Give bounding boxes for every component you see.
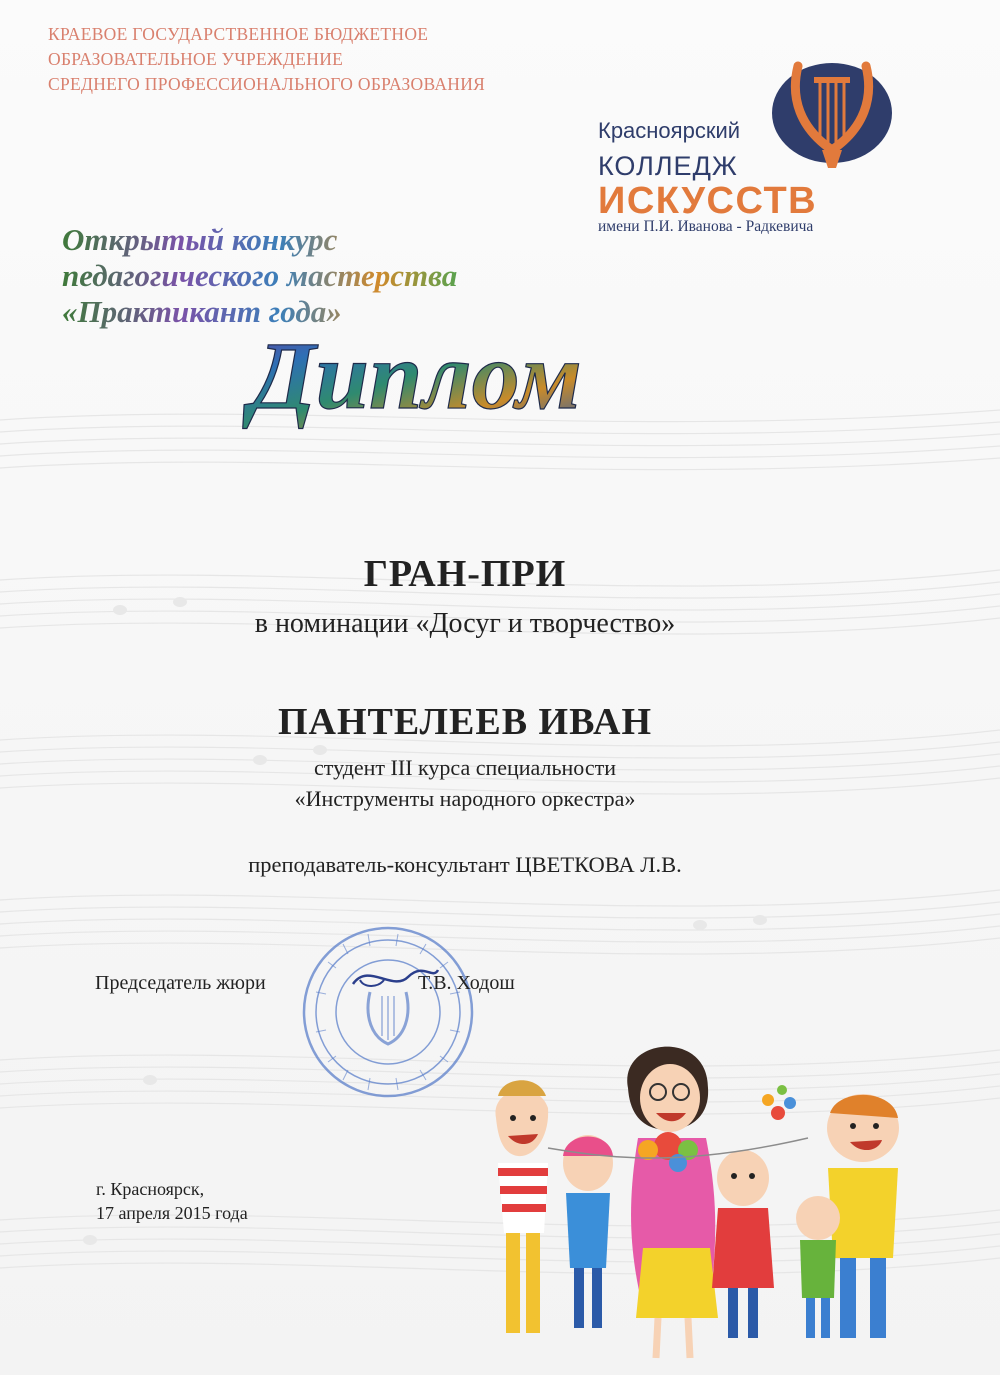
boy-center-figure — [563, 1135, 613, 1328]
contest-line-2: педагогического мастерства — [62, 258, 458, 293]
place-and-date — [96, 1177, 248, 1225]
official-stamp — [298, 922, 478, 1102]
boy-left-figure — [495, 1080, 548, 1333]
institution-line-1: КРАЕВОЕ ГОСУДАРСТВЕННОЕ БЮДЖЕТНОЕ — [48, 24, 429, 44]
contest-line-3: «Практикант года» — [62, 294, 457, 330]
jury-chair-name: Т.В. Ходош — [418, 972, 515, 994]
institution-line-3: СРЕДНЕГО ПРОФЕССИОНАЛЬНОГО ОБРАЗОВАНИЯ — [48, 74, 486, 94]
girl-center-figure — [712, 1150, 774, 1338]
grand-prix: ГРАН-ПРИ — [363, 553, 567, 595]
kid-small-figure — [796, 1196, 840, 1338]
city: г. Красноярск, — [96, 1179, 205, 1199]
lyre-icon — [770, 58, 900, 178]
logo-city: Красноярский — [598, 118, 741, 143]
nomination: в номинации «Досуг и творчество» — [254, 608, 676, 639]
recipient-name: ПАНТЕЛЕЕВ ИВАН — [277, 701, 653, 743]
logo-named-after: имени П.И. Иванова - Радкевича — [598, 218, 814, 235]
contest-title — [62, 222, 457, 330]
institution-line-2: ОБРАЗОВАТЕЛЬНОЕ УЧРЕЖДЕНИЕ — [48, 49, 344, 69]
contest-line-1: Открытый конкурс — [62, 222, 457, 258]
teacher-consultant: преподаватель-консультант ЦВЕТКОВА Л.В. — [248, 852, 682, 877]
logo-arts: ИСКУССТВ — [598, 180, 818, 222]
jury-chair-label: Председатель жюри — [95, 972, 266, 994]
diploma-title — [240, 318, 700, 438]
teacher-figure — [627, 1047, 718, 1358]
college-logo — [590, 58, 910, 243]
recipient-status: студент III курса специальности — [314, 755, 616, 780]
diploma-title-text: Диплом — [250, 322, 582, 429]
date: 17 апреля 2015 года — [96, 1203, 248, 1223]
children-illustration — [478, 1018, 948, 1363]
logo-college: КОЛЛЕДЖ — [598, 151, 738, 181]
recipient-specialty: «Инструменты народного оркестра» — [294, 786, 636, 811]
institution-header — [48, 22, 485, 97]
